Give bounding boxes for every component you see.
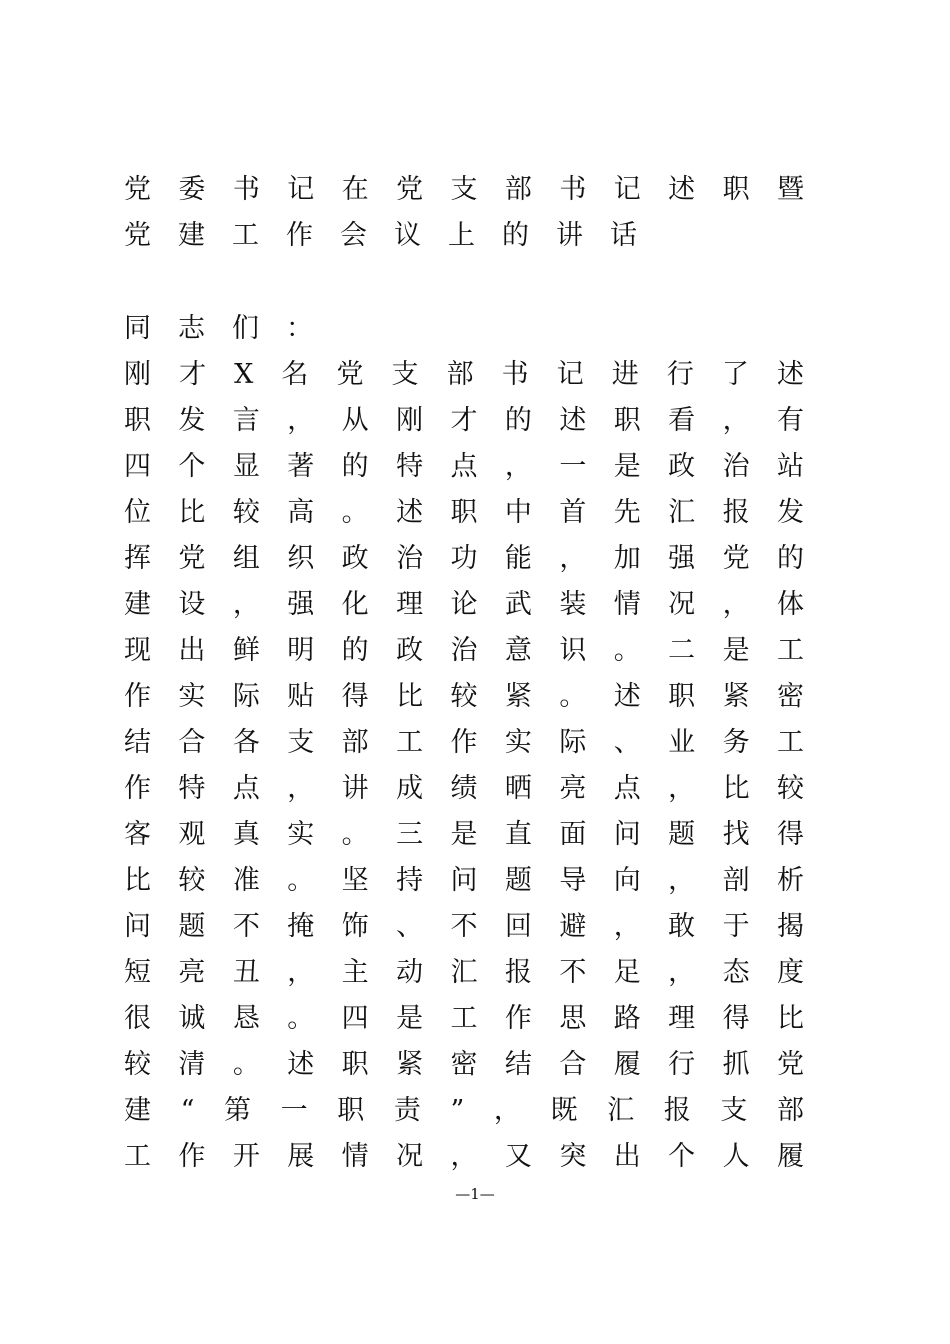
body-line: 问题不掩饰、不回避，敢于揭 bbox=[124, 911, 804, 942]
body-line: 客观真实。三是直面问题找得 bbox=[124, 819, 804, 850]
title-line-2: 党建工作会议上的讲话 bbox=[124, 220, 664, 251]
body-line: 挥党组织政治功能，加强党的 bbox=[124, 543, 804, 574]
body-line: 较清。述职紧密结合履行抓党 bbox=[124, 1049, 804, 1080]
body-line: 位比较高。述职中首先汇报发 bbox=[124, 497, 804, 528]
body-line: 现出鲜明的政治意识。二是工 bbox=[124, 635, 804, 666]
body-line: 比较准。坚持问题导向，剖析 bbox=[124, 865, 804, 896]
body-line: 刚才X名党支部书记进行了述 bbox=[124, 359, 804, 390]
body-line: 职发言，从刚才的述职看，有 bbox=[124, 405, 804, 436]
body-line: 作实际贴得比较紧。述职紧密 bbox=[124, 681, 804, 712]
body-line: 结合各支部工作实际、业务工 bbox=[124, 727, 804, 758]
body-line: 四个显著的特点，一是政治站 bbox=[124, 451, 804, 482]
body-line: 作特点，讲成绩晒亮点，比较 bbox=[124, 773, 804, 804]
page-number: —1— bbox=[455, 1185, 495, 1203]
body-line: 短亮丑，主动汇报不足，态度 bbox=[124, 957, 804, 988]
body-line: 建“第一职责”，既汇报支部 bbox=[124, 1095, 804, 1126]
body-line: 建设，强化理论武装情况，体 bbox=[124, 589, 804, 620]
body-line: 很诚恳。四是工作思路理得比 bbox=[124, 1003, 804, 1034]
greeting: 同志们： bbox=[124, 313, 340, 344]
title-line-1: 党委书记在党支部书记述职暨 bbox=[124, 174, 804, 205]
body-line: 工作开展情况，又突出个人履 bbox=[124, 1141, 804, 1172]
